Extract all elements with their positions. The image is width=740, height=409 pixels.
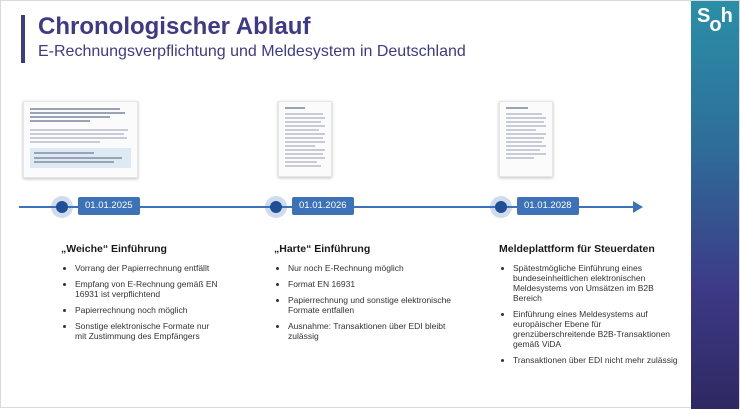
list-item: • Papierrechnung und sonstige elektronische Formate entfallen [288, 295, 454, 315]
timeline-arrowhead [633, 201, 643, 213]
milestone-bullets [499, 263, 679, 365]
milestone-bullets [61, 263, 221, 341]
list-item: • Nur noch E-Rechnung möglich [288, 263, 454, 273]
milestone-heading: „Weiche“ Einführung [61, 243, 167, 255]
date-badge-1: 01.01.2025 [78, 197, 140, 215]
milestone-column-3 [499, 243, 679, 371]
milestone-column-2 [274, 243, 454, 347]
page-subtitle: E-Rechnungsverpflichtung und Meldesystem in Deutschland [38, 43, 466, 60]
list-item: • Empfang von E-Rechnung gemäß EN 16931 ist verpflichtend [75, 279, 221, 299]
list-item: • Ausnahme: Transaktionen über EDI bleibt zulässig [288, 321, 454, 341]
brand-logo: Soh [697, 5, 732, 36]
document-thumbnail-2 [278, 101, 332, 177]
list-item: • Transaktionen über EDI nicht mehr zulässig [513, 355, 679, 365]
milestone-heading: Meldeplattform für Steuerdaten [499, 243, 655, 255]
timeline-marker-2 [265, 196, 287, 218]
milestone-heading: „Harte“ Einführung [274, 243, 371, 255]
milestone-column-1 [61, 243, 221, 347]
document-thumbnail-1 [23, 101, 138, 178]
timeline-marker-1 [51, 196, 73, 218]
list-item: • Vorrang der Papierrechnung entfällt [75, 263, 221, 273]
document-thumbnail-3 [499, 101, 553, 177]
date-badge-3: 01.01.2028 [517, 197, 579, 215]
date-badge-2: 01.01.2026 [292, 197, 354, 215]
milestone-bullets [274, 263, 454, 341]
timeline-marker-3 [490, 196, 512, 218]
page-title: Chronologischer Ablauf [38, 13, 311, 40]
list-item: • Papierrechnung noch möglich [75, 305, 221, 315]
title-accent-bar [21, 15, 25, 63]
list-item: • Einführung eines Meldesystems auf europäischer Ebene für grenzüberschreitende B2B-Transaktionen gemäß ViDA [513, 309, 679, 349]
list-item: • Format EN 16931 [288, 279, 454, 289]
brand-sidebar [691, 1, 739, 409]
list-item: • Sonstige elektronische Formate nur mit Zustimmung des Empfängers [75, 321, 221, 341]
list-item: • Spätestmögliche Einführung eines bundeseinheitlichen elektronischen Meldesystems von Umsätzen im B2B Bereich [513, 263, 679, 303]
